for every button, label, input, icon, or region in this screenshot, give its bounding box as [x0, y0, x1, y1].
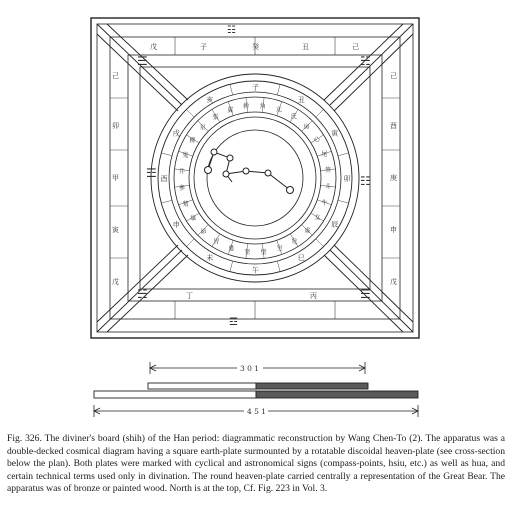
- ring-char: 觜: [182, 200, 189, 208]
- edge-char: 甲: [112, 174, 119, 182]
- ring-char: 房: [303, 123, 310, 131]
- ring-char: 胃: [213, 238, 220, 246]
- ring-char: 未: [206, 254, 214, 263]
- trigram-icon: ☷: [227, 25, 236, 36]
- ring-char: 翼: [227, 106, 234, 114]
- ring-char: 室: [276, 245, 283, 253]
- trigram-icon: ☵: [360, 54, 371, 68]
- ring-char: 酉: [160, 175, 168, 183]
- ring-char: 亥: [206, 95, 214, 104]
- edge-char: 丁: [186, 292, 193, 300]
- edge-char: 庚: [390, 174, 397, 182]
- earth-plate-section: [94, 391, 256, 398]
- ring-char: 女: [314, 214, 321, 222]
- edge-char: 丑: [302, 43, 309, 51]
- edge-char: 己: [352, 43, 359, 51]
- bottom-dimension-label: 4 5 1: [247, 407, 267, 416]
- trigram-icon: ☲: [146, 166, 157, 180]
- ring-char: 危: [291, 237, 298, 245]
- ring-char: 軫: [243, 103, 250, 110]
- ring-char: 箕: [325, 167, 332, 175]
- ring-char: 虛: [304, 227, 311, 235]
- edge-char: 戊: [150, 43, 157, 51]
- trigram-icon: ☲: [229, 317, 238, 328]
- ring-char: 鬼: [182, 152, 189, 160]
- top-dimension-label: 3 0 1: [240, 364, 260, 373]
- edge-char: 丙: [310, 292, 317, 300]
- edge-char: 寅: [112, 226, 119, 234]
- ring-char: 奎: [244, 249, 251, 257]
- figure-caption: [7, 433, 505, 496]
- edge-char: 戊: [390, 278, 397, 286]
- ring-char: 斗: [325, 183, 332, 191]
- trigram-icon: ☵: [137, 287, 148, 301]
- edge-char: 申: [390, 226, 397, 234]
- ring-char: 申: [172, 220, 180, 229]
- heaven-plate-section: [148, 383, 256, 389]
- ring-char: 婁: [228, 245, 235, 253]
- ring-char: 辰: [331, 220, 339, 229]
- edge-char: 戊: [112, 278, 119, 286]
- ring-char: 參: [179, 184, 186, 192]
- edge-char: 酉: [390, 122, 397, 130]
- edge-char: 卯: [112, 122, 119, 130]
- ring-char: 丑: [297, 95, 305, 104]
- ring-char: 戌: [172, 129, 180, 138]
- ring-char: 子: [252, 83, 259, 92]
- ring-char: 昴: [200, 228, 207, 236]
- ring-char: 寅: [331, 129, 339, 138]
- ring-char: 牛: [321, 199, 328, 207]
- ring-char: 尾: [321, 151, 328, 159]
- edge-char: 癸: [252, 43, 259, 51]
- trigram-icon: ☷: [360, 174, 371, 188]
- edge-char: 子: [200, 43, 207, 51]
- ring-char: 星: [199, 124, 206, 132]
- ring-char: 張: [212, 114, 219, 122]
- ring-char: 亢: [275, 106, 282, 114]
- trigram-icon: ☰: [360, 287, 371, 301]
- ring-char: 心: [313, 136, 320, 144]
- ring-char: 壁: [260, 249, 267, 256]
- ring-char: 柳: [189, 137, 196, 145]
- ring-char: 巳: [297, 254, 305, 263]
- ring-char: 卯: [343, 175, 351, 183]
- figure-caption-text: The diviner's board (shih) of the Han period: diagrammatic reconstruction by Wang Chen-To (2). The apparatus was a double-decked cosmical diagram having a square earth-plate surmounted by a rotatable discoidal heaven-plate (see cross-section below the plan). Both plates were marked with cyclical and astronomical signs (compass-points, hsiu, etc.) as well as hua, and certain technical terms used only in divination. The round heaven-plate carried centrally a representation of the Great Bear. The apparatus was of bronze or painted wood. North is at the top, Cf. Fig. 223 in Vol. 3.: [7, 433, 505, 495]
- trigram-icon: ☰: [137, 54, 148, 68]
- edge-char: 己: [112, 72, 119, 80]
- ring-char: 畢: [190, 215, 197, 223]
- ring-char: 井: [178, 168, 185, 176]
- ring-char: 午: [252, 266, 259, 275]
- figure-label: Fig. 326.: [7, 433, 42, 444]
- edge-char: 己: [390, 72, 397, 80]
- ring-char: 氐: [290, 113, 297, 121]
- ring-char: 角: [259, 102, 266, 110]
